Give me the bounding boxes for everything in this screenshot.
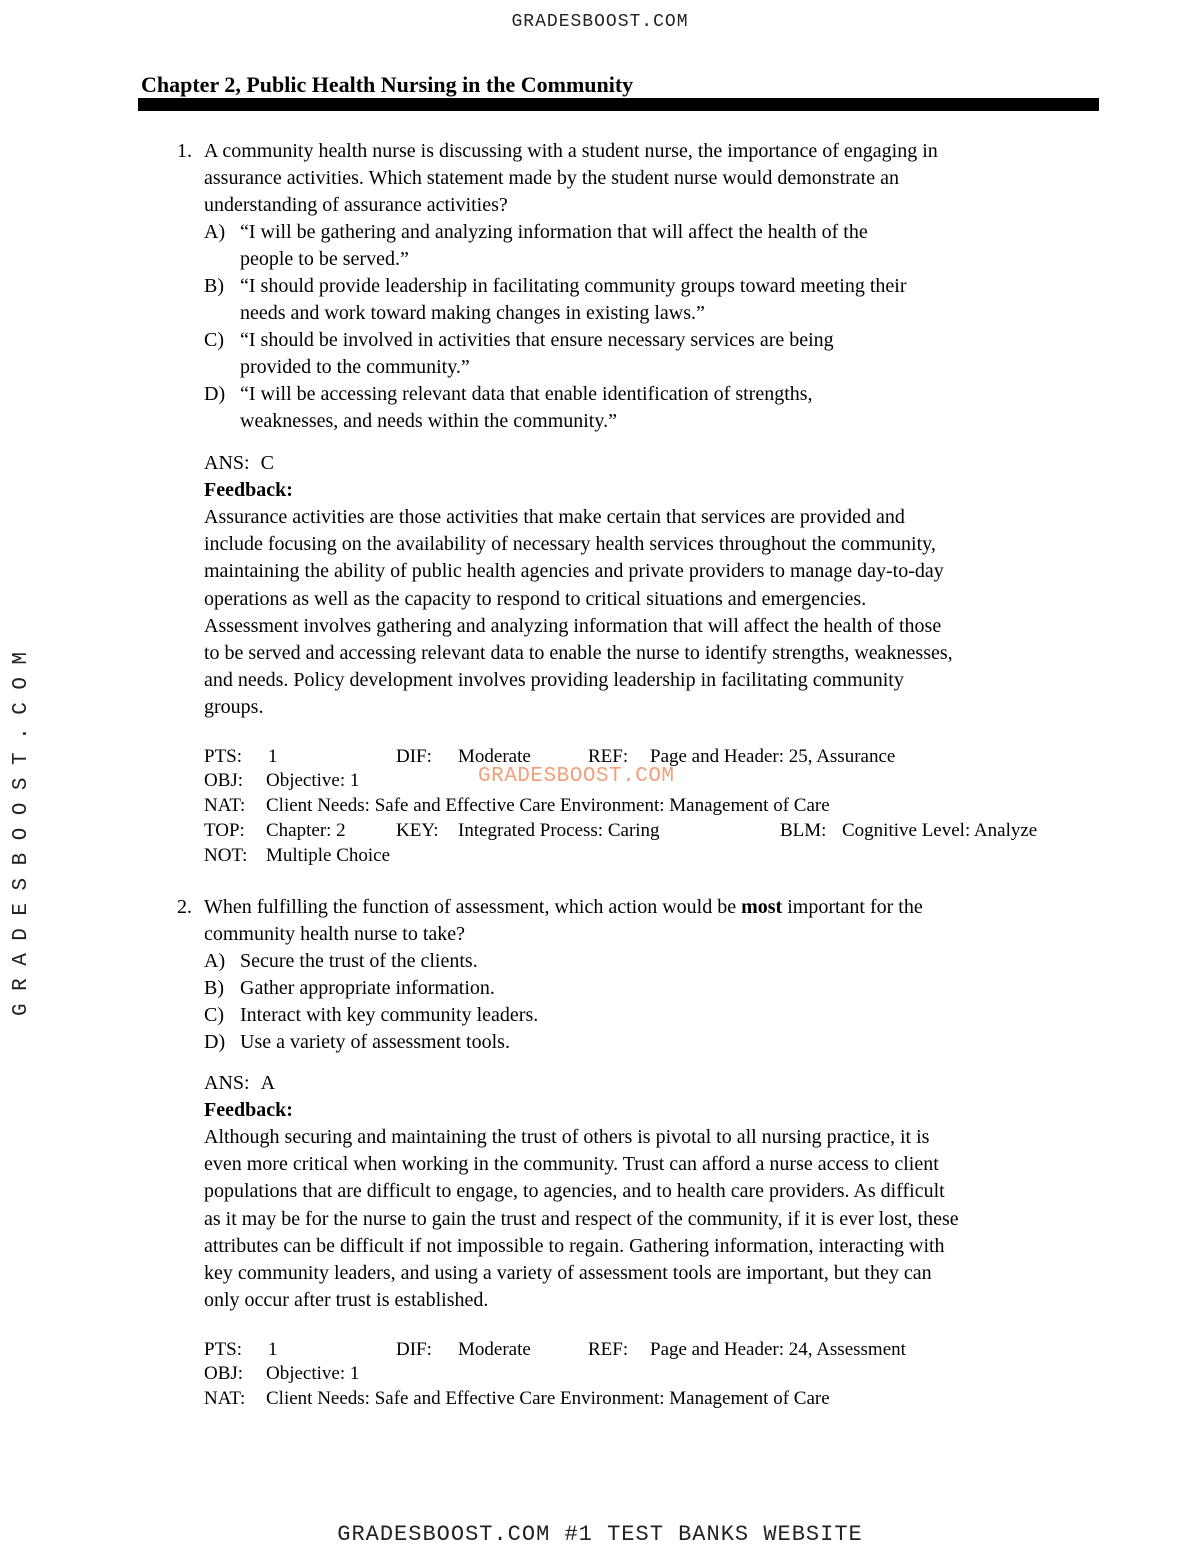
question-2-stem <box>204 894 1099 948</box>
q1-ref: Page and Header: 25, Assurance <box>650 746 896 767</box>
option-line: “I will be accessing relevant data that enable identification of strengths, <box>240 383 813 405</box>
q1-key-label: KEY: <box>396 820 439 841</box>
q1-option-a-letter: A) <box>204 221 226 243</box>
q1-pts: 1 <box>268 746 278 767</box>
q2-feedback <box>204 1124 1099 1314</box>
stem-line: community health nurse to take? <box>204 923 466 946</box>
feedback-line: only occur after trust is established. <box>204 1289 489 1312</box>
q1-top-label: TOP: <box>204 820 245 841</box>
q2-option-d: Use a variety of assessment tools. <box>240 1031 510 1053</box>
q2-option-b: Gather appropriate information. <box>240 977 495 999</box>
q2-nat: Client Needs: Safe and Effective Care Environment: Management of Care <box>266 1388 830 1409</box>
stem-line <box>204 894 1099 921</box>
feedback-line: as it may be for the nurse to gain the trust and respect of the community, if it is ever lost, these <box>204 1207 959 1230</box>
q2-pts-label: PTS: <box>204 1339 243 1360</box>
q2-feedback-label: Feedback: <box>204 1099 293 1121</box>
stem-text: When fulfilling the function of assessment, which action would be <box>204 896 742 918</box>
chapter-title: Chapter 2, Public Health Nursing in the Community <box>141 72 634 97</box>
feedback-line: populations that are difficult to engage, to agencies, and to health care providers. As difficult <box>204 1180 945 1203</box>
question-1-number: 1. <box>177 140 192 162</box>
feedback-line: groups. <box>204 696 264 719</box>
q1-not: Multiple Choice <box>266 845 391 866</box>
feedback-line: to be served and accessing relevant data to enable the nurse to identify strengths, weaknesses, <box>204 642 953 665</box>
q1-feedback <box>204 504 1099 722</box>
q2-dif-label: DIF: <box>396 1339 432 1360</box>
q1-ref-label: REF: <box>588 746 629 767</box>
q1-blm: Cognitive Level: Analyze <box>842 820 1038 841</box>
question-2-number: 2. <box>177 896 192 918</box>
question-1-stem <box>204 138 1099 220</box>
q2-ref: Page and Header: 24, Assessment <box>650 1339 906 1360</box>
q1-option-a <box>240 219 1040 273</box>
option-line: needs and work toward making changes in existing laws.” <box>240 302 705 325</box>
q2-option-b-letter: B) <box>204 977 224 999</box>
top-watermark: GRADESBOOST.COM <box>511 12 689 32</box>
bottom-watermark: GRADESBOOST.COM #1 TEST BANKS WEBSITE <box>337 1522 863 1547</box>
q1-pts-label: PTS: <box>204 746 243 767</box>
q2-answer <box>204 1070 1099 1097</box>
answer-value: A <box>260 1072 276 1094</box>
q1-obj: Objective: 1 <box>266 770 360 791</box>
option-line: people to be served.” <box>240 248 409 271</box>
stem-line: understanding of assurance activities? <box>204 194 508 217</box>
q2-ref-label: REF: <box>588 1339 629 1360</box>
feedback-line: include focusing on the availability of necessary health services throughout the community, <box>204 533 936 556</box>
feedback-line: and needs. Policy development involves providing leadership in facilitating community <box>204 669 904 692</box>
q1-feedback-label: Feedback: <box>204 479 293 501</box>
q1-blm-label: BLM: <box>780 820 827 841</box>
q1-not-label: NOT: <box>204 845 248 866</box>
middle-watermark: GRADESBOOST.COM <box>478 765 675 788</box>
title-rule <box>138 98 1099 111</box>
option-line: provided to the community.” <box>240 356 470 379</box>
feedback-line: Assessment involves gathering and analyzing information that will affect the health of those <box>204 614 942 637</box>
stem-text: important for the <box>782 896 923 918</box>
q1-dif: Moderate <box>458 746 531 767</box>
q2-option-c-letter: C) <box>204 1004 224 1026</box>
answer-label: ANS: <box>204 1072 250 1094</box>
stem-line: assurance activities. Which statement made by the student nurse would demonstrate an <box>204 167 899 190</box>
q1-key: Integrated Process: Caring <box>458 820 660 841</box>
q2-option-a-letter: A) <box>204 950 226 972</box>
q2-option-a: Secure the trust of the clients. <box>240 950 478 972</box>
q1-option-b <box>240 273 1040 327</box>
q2-pts: 1 <box>268 1339 278 1360</box>
q2-obj-label: OBJ: <box>204 1363 244 1384</box>
answer-value: C <box>260 452 274 474</box>
feedback-line: attributes can be difficult if not impossible to regain. Gathering information, interacting with <box>204 1234 945 1257</box>
q1-option-d <box>240 381 1040 435</box>
q1-dif-label: DIF: <box>396 746 432 767</box>
option-line: “I should provide leadership in facilitating community groups toward meeting their <box>240 275 907 297</box>
stem-emphasis: most <box>741 896 783 918</box>
q1-answer <box>204 450 1099 477</box>
feedback-line: Assurance activities are those activities that make certain that services are provided and <box>204 506 905 528</box>
side-watermark: GRADESBOOST.COM <box>10 639 33 1016</box>
option-line: weaknesses, and needs within the community.” <box>240 410 617 433</box>
q2-nat-label: NAT: <box>204 1388 246 1409</box>
q1-top: Chapter: 2 <box>266 820 346 841</box>
feedback-line: even more critical when working in the community. Trust can afford a nurse access to client <box>204 1153 939 1176</box>
option-line: “I should be involved in activities that ensure necessary services are being <box>240 329 834 351</box>
option-line: “I will be gathering and analyzing information that will affect the health of the <box>240 221 868 243</box>
stem-line: A community health nurse is discussing with a student nurse, the importance of engaging in <box>204 140 938 162</box>
q2-dif: Moderate <box>458 1339 531 1360</box>
q1-nat-label: NAT: <box>204 795 246 816</box>
feedback-line: operations as well as the capacity to respond to critical situations and emergencies. <box>204 587 867 610</box>
feedback-line: Although securing and maintaining the trust of others is pivotal to all nursing practice, it is <box>204 1126 930 1148</box>
q1-obj-label: OBJ: <box>204 770 244 791</box>
feedback-line: maintaining the ability of public health agencies and private providers to manage day-to-day <box>204 560 944 583</box>
q1-option-d-letter: D) <box>204 383 226 405</box>
q1-nat: Client Needs: Safe and Effective Care Environment: Management of Care <box>266 795 830 816</box>
q1-option-b-letter: B) <box>204 275 224 297</box>
q2-option-d-letter: D) <box>204 1031 226 1053</box>
q1-option-c-letter: C) <box>204 329 224 351</box>
feedback-line: key community leaders, and using a variety of assessment tools are important, but they can <box>204 1262 932 1285</box>
q2-obj: Objective: 1 <box>266 1363 360 1384</box>
answer-label: ANS: <box>204 452 250 474</box>
q2-option-c: Interact with key community leaders. <box>240 1004 539 1026</box>
q1-option-c <box>240 327 1040 381</box>
